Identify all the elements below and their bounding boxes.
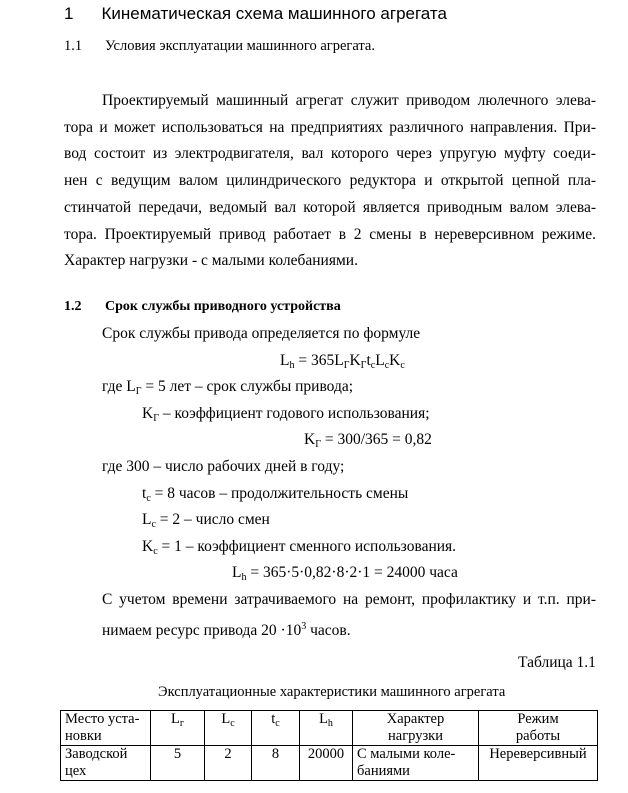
text-segment: t [142, 484, 147, 502]
paragraph-line: нен с ведущим валом цилиндрического редуктора и открытой цепной пла- [64, 172, 596, 190]
cell-text: 5 [173, 746, 182, 762]
text-segment: нимаем ресурс привода 20 ·10 [102, 621, 302, 639]
paragraph-line: тора. Проектируемый привод работает в 2 смены в нереверсивном режиме. [64, 225, 596, 243]
text-segment: = 8 часов – продолжительность смены [150, 484, 409, 502]
text-segment: K [142, 537, 154, 555]
table-cell [61, 746, 151, 781]
cell-text: Режим [517, 711, 559, 727]
paragraph-line: тора и может использоваться на предприятиях различного направления. При- [64, 118, 596, 136]
cell-text: Характер [386, 711, 445, 727]
text-segment: K [349, 351, 361, 369]
table-cell [252, 711, 300, 746]
text-segment: L [375, 351, 385, 369]
cell-text: С малыми коле- [357, 746, 456, 762]
heading-title: Условия эксплуатации машинного агрегата. [105, 38, 375, 54]
cell-text: 20000 [307, 746, 345, 762]
subscript: c [384, 359, 390, 371]
text-line [102, 591, 596, 609]
text-line [102, 325, 420, 343]
table-cell [353, 746, 479, 781]
subscript: c [153, 545, 158, 557]
heading-title: Срок службы приводного устройства [105, 299, 341, 314]
text-segment: L [142, 511, 152, 529]
text-line [142, 485, 408, 508]
text-segment: = 300/365 = 0,82 [320, 431, 432, 449]
table-cell [151, 746, 205, 781]
text-segment: K [142, 404, 154, 422]
cell-text: L [319, 711, 328, 727]
paragraph-line: вод состоит из электродвигателя, вал которого через упругую муфту соеди- [64, 145, 596, 163]
table-cell [353, 711, 479, 746]
table-header-row [61, 711, 598, 746]
table-cell [252, 746, 300, 781]
cell-text: L [221, 711, 231, 727]
subscript: Г [343, 359, 350, 371]
text-segment: часов. [306, 621, 351, 639]
text-line [102, 378, 353, 401]
cell-text: Заводской [65, 746, 128, 762]
table-cell [151, 711, 205, 746]
heading-1 [64, 5, 447, 23]
characteristics-table [60, 710, 598, 781]
table-cell [205, 711, 252, 746]
table-cell [205, 746, 252, 781]
cell-text: цех [65, 763, 87, 779]
table-cell [300, 746, 353, 781]
text-segment: L [280, 351, 290, 369]
text-segment: L [232, 564, 242, 582]
cell-text: 8 [271, 746, 280, 762]
text-segment: K [389, 351, 401, 369]
text-line [142, 538, 456, 561]
subscript: c [146, 492, 151, 504]
text-line [102, 458, 344, 476]
heading-number: 1 [64, 4, 74, 23]
text-line [142, 405, 430, 428]
text-segment: = 365L [294, 351, 344, 369]
subscript: Г [360, 359, 367, 371]
cell-text: 2 [224, 746, 232, 762]
paragraph-line: Характер нагрузки - с малыми колебаниями. [64, 252, 358, 270]
text-segment: = 5 лет – срок службы привода; [141, 378, 354, 396]
text-line [102, 618, 351, 640]
cell-text: баниями [357, 763, 410, 779]
heading-1-1 [64, 37, 375, 55]
cell-text: L [171, 711, 180, 727]
text-line [232, 564, 458, 587]
cell-text: нагрузки [388, 728, 443, 744]
superscript: 3 [301, 620, 307, 632]
text-segment: С учетом времени затрачиваемого на ремонт, профилактику и т.п. при- [102, 591, 596, 608]
text-segment: где 300 – число рабочих дней в году; [102, 458, 345, 475]
table-cell [479, 711, 598, 746]
table-caption: Эксплуатационные характеристики машинного агрегата [158, 684, 506, 700]
subscript: c [370, 359, 376, 371]
subscript: h [289, 359, 295, 371]
table-cell [479, 746, 598, 781]
subscript: c [400, 359, 405, 371]
heading-title: Кинематическая схема машинного агрегата [101, 4, 447, 23]
text-segment: = 2 – число смен [155, 511, 270, 529]
heading-number: 1.1 [64, 38, 83, 54]
text-segment: = 365·5·0,82·8·2·1 = 24000 часа [246, 564, 458, 582]
text-segment: = 1 – коэффициент сменного использования. [157, 537, 457, 555]
table-cell [300, 711, 353, 746]
subscript: Г [315, 439, 321, 451]
text-segment: t [366, 351, 371, 369]
heading-1-2 [64, 298, 341, 316]
table-cell [61, 711, 151, 746]
cell-text: работы [515, 728, 561, 744]
subscript: h [327, 718, 333, 729]
cell-text: t [271, 711, 276, 727]
text-line [304, 431, 432, 454]
subscript: Г [135, 386, 142, 398]
text-line [142, 511, 270, 534]
cell-text: Нереверсивный [489, 746, 587, 762]
subscript: c [151, 519, 156, 531]
table-label: Таблица 1.1 [518, 654, 596, 671]
cell-text: новки [65, 728, 102, 744]
heading-number: 1.2 [64, 299, 82, 314]
text-line [280, 352, 405, 375]
table-row [61, 746, 598, 781]
subscript: h [241, 572, 247, 584]
paragraph-line: стинчатой передачи, ведомый вал которой является приводным валом элева- [64, 198, 596, 216]
cell-text: Место уста- [65, 711, 140, 727]
paragraph-line: Проектируемый машинный агрегат служит приводом люлечного элева- [102, 92, 596, 109]
subscript: г [179, 718, 184, 729]
text-segment: K [304, 431, 316, 449]
text-segment: – коэффициент годового использования; [158, 404, 430, 422]
subscript: c [275, 718, 280, 729]
text-segment: где L [102, 378, 136, 396]
subscript: c [230, 718, 235, 729]
subscript: Г [153, 412, 159, 424]
text-segment: Срок службы привода определяется по формуле [102, 325, 421, 342]
